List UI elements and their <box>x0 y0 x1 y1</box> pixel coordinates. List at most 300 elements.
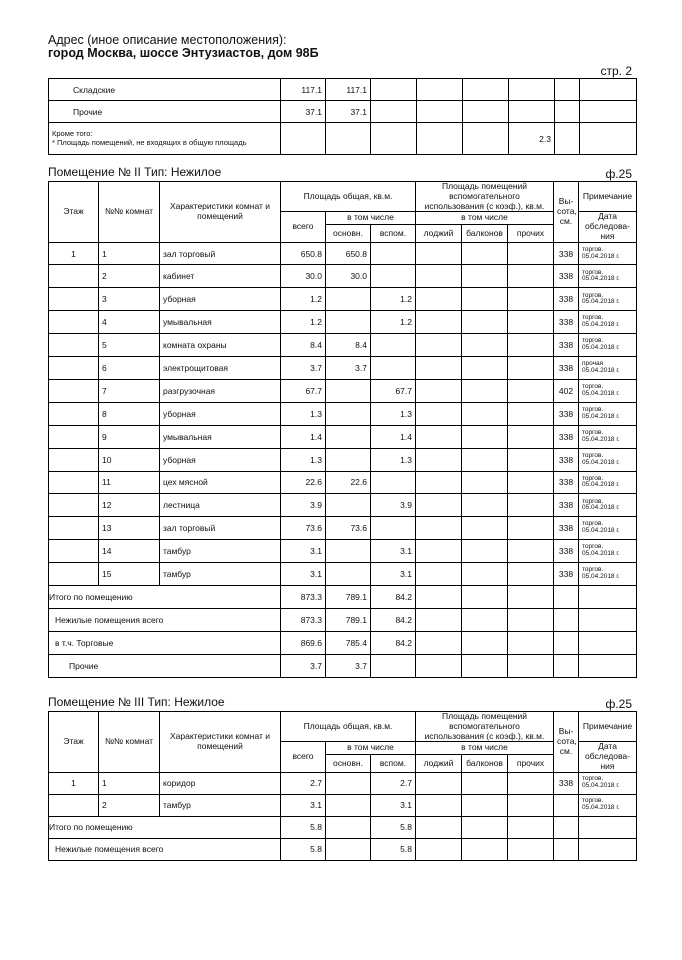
summary-aux: 5.8 <box>371 816 416 838</box>
height-cell: 338 <box>554 402 579 425</box>
header-height: Вы-сота, см. <box>554 182 579 243</box>
balcony-cell <box>462 540 508 563</box>
header-characteristics: Характеристики комнат и помещений <box>160 712 281 773</box>
loggia-cell <box>416 517 462 540</box>
area-total: 1.2 <box>281 288 326 311</box>
area-aux: 3.1 <box>371 794 416 816</box>
floor-cell: 1 <box>49 772 99 794</box>
room-number: 5 <box>99 334 160 357</box>
room-name: умывальная <box>160 425 281 448</box>
remark-cell <box>579 242 637 265</box>
area-aux: 2.7 <box>371 772 416 794</box>
empty-cell <box>508 816 554 838</box>
summary-aux <box>371 654 416 677</box>
summary-main: 789.1 <box>326 608 371 631</box>
table-row <box>49 379 637 402</box>
empty-cell <box>462 585 508 608</box>
loggia-cell <box>416 471 462 494</box>
area-total: 2.7 <box>281 772 326 794</box>
room-name: коридор <box>160 772 281 794</box>
other-cell <box>508 494 554 517</box>
other-cell <box>508 563 554 586</box>
header-other: прочих <box>508 225 554 242</box>
remark-type: торгов. <box>582 797 604 805</box>
summary-total: 873.3 <box>281 608 326 631</box>
floor-cell <box>49 540 99 563</box>
area-main <box>326 540 371 563</box>
empty-cell <box>463 123 509 155</box>
area-main: 3.7 <box>326 357 371 380</box>
loggia-cell <box>416 425 462 448</box>
loggia-cell <box>416 334 462 357</box>
area-total: 1.4 <box>281 425 326 448</box>
table-row <box>49 794 637 816</box>
floor-cell <box>49 517 99 540</box>
other-cell <box>508 448 554 471</box>
room-name: зал торговый <box>160 517 281 540</box>
header-aux: вспом. <box>371 225 416 242</box>
empty-cell <box>555 101 580 123</box>
floor-cell <box>49 357 99 380</box>
area-total: 3.1 <box>281 540 326 563</box>
area-aux <box>371 265 416 288</box>
balcony-cell <box>462 288 508 311</box>
empty-cell <box>462 631 508 654</box>
area-main <box>326 402 371 425</box>
summary-aux: 84.2 <box>371 585 416 608</box>
empty-cell <box>555 79 580 101</box>
summary-label: Нежилые помещения всего <box>49 838 281 860</box>
remark-date: 05.04.2018 г. <box>582 481 620 489</box>
header-survey-date: Дата обследова-ния <box>579 212 637 242</box>
summary-label: Прочие <box>49 654 281 677</box>
room-number: 1 <box>99 242 160 265</box>
room-number: 8 <box>99 402 160 425</box>
header-area-aux: Площадь помещений вспомогательного использования (с коэф.), кв.м. <box>416 182 554 212</box>
empty-cell <box>509 79 555 101</box>
header-area-aux: Площадь помещений вспомогательного использования (с коэф.), кв.м. <box>416 712 554 742</box>
header-floor: Этаж <box>49 712 99 773</box>
empty-cell <box>579 631 637 654</box>
summary-aux: 84.2 <box>371 608 416 631</box>
empty-cell <box>281 123 326 155</box>
table-row <box>49 265 637 288</box>
remark-date: 05.04.2018 г. <box>582 435 620 443</box>
area-total: 1.2 <box>281 311 326 334</box>
header-loggia: лоджий <box>416 225 462 242</box>
header-other: прочих <box>508 755 554 772</box>
header-in-total-aux: в том числе <box>416 742 554 755</box>
area-total: 22.6 <box>281 471 326 494</box>
area-main <box>326 425 371 448</box>
height-cell: 338 <box>554 311 579 334</box>
floor-cell <box>49 471 99 494</box>
premise-2-table <box>48 181 637 678</box>
room-number: 1 <box>99 772 160 794</box>
header-floor: Этаж <box>49 182 99 243</box>
balcony-cell <box>462 563 508 586</box>
room-number: 14 <box>99 540 160 563</box>
other-cell <box>508 540 554 563</box>
area-aux: 3.1 <box>371 540 416 563</box>
balcony-cell <box>462 494 508 517</box>
height-cell: 338 <box>554 540 579 563</box>
height-cell <box>554 794 579 816</box>
loggia-cell <box>416 794 462 816</box>
balcony-cell <box>462 425 508 448</box>
balcony-cell <box>462 402 508 425</box>
remark-type: торгов. <box>582 497 604 505</box>
floor-cell <box>49 448 99 471</box>
empty-cell <box>326 123 371 155</box>
height-cell: 338 <box>554 563 579 586</box>
remark-cell <box>579 425 637 448</box>
empty-cell <box>416 631 462 654</box>
table-row <box>49 101 637 123</box>
area-main <box>326 563 371 586</box>
area-main <box>326 772 371 794</box>
empty-cell <box>462 816 508 838</box>
summary-row <box>49 608 637 631</box>
empty-cell <box>416 608 462 631</box>
area-aux <box>371 357 416 380</box>
table-row <box>49 540 637 563</box>
remark-type: торгов. <box>582 566 604 574</box>
room-name: зал торговый <box>160 242 281 265</box>
area-total: 1.3 <box>281 402 326 425</box>
empty-cell <box>554 654 579 677</box>
table-row <box>49 563 637 586</box>
room-name: тамбур <box>160 540 281 563</box>
height-cell: 338 <box>554 448 579 471</box>
floor-cell <box>49 288 99 311</box>
area-total: 37.1 <box>281 101 326 123</box>
note-value: 2.3 <box>509 123 555 155</box>
area-aux <box>371 471 416 494</box>
remark-date: 05.04.2018 г. <box>582 804 620 812</box>
area-aux: 1.3 <box>371 448 416 471</box>
room-number: 2 <box>99 265 160 288</box>
area-aux <box>371 334 416 357</box>
area-main <box>326 448 371 471</box>
balcony-cell <box>462 794 508 816</box>
other-cell <box>508 425 554 448</box>
room-number: 12 <box>99 494 160 517</box>
loggia-cell <box>416 311 462 334</box>
summary-row <box>49 585 637 608</box>
header-aux: вспом. <box>371 755 416 772</box>
premise-3-table <box>48 711 637 861</box>
empty-cell <box>463 101 509 123</box>
continuation-table <box>48 78 637 155</box>
table-row <box>49 402 637 425</box>
floor-cell <box>49 379 99 402</box>
floor-cell <box>49 794 99 816</box>
remark-type: торгов. <box>582 337 604 345</box>
header-row <box>49 182 637 212</box>
other-cell <box>508 288 554 311</box>
summary-row <box>49 816 637 838</box>
empty-cell <box>416 816 462 838</box>
remark-date: 05.04.2018 г. <box>582 275 620 283</box>
empty-cell <box>462 838 508 860</box>
remark-type: торгов. <box>582 775 604 783</box>
summary-aux: 5.8 <box>371 838 416 860</box>
remark-type: торгов. <box>582 451 604 459</box>
floor-cell: 1 <box>49 242 99 265</box>
loggia-cell <box>416 563 462 586</box>
header-row <box>49 712 637 742</box>
area-main: 37.1 <box>326 101 371 123</box>
room-number: 2 <box>99 794 160 816</box>
other-cell <box>508 242 554 265</box>
loggia-cell <box>416 265 462 288</box>
empty-cell <box>509 101 555 123</box>
floor-cell <box>49 563 99 586</box>
floor-cell <box>49 334 99 357</box>
remark-type: торгов. <box>582 520 604 528</box>
other-cell <box>508 517 554 540</box>
empty-cell <box>579 816 637 838</box>
room-name: кабинет <box>160 265 281 288</box>
room-number: 10 <box>99 448 160 471</box>
area-total: 1.3 <box>281 448 326 471</box>
area-main <box>326 288 371 311</box>
area-aux: 67.7 <box>371 379 416 402</box>
empty-cell <box>554 585 579 608</box>
header-room-num: №№ комнат <box>99 712 160 773</box>
header-area-total: Площадь общая, кв.м. <box>281 182 416 212</box>
room-name: умывальная <box>160 311 281 334</box>
room-number: 4 <box>99 311 160 334</box>
summary-label: в т.ч. Торговые <box>49 631 281 654</box>
table-row <box>49 494 637 517</box>
remark-cell <box>579 379 637 402</box>
page-number: стр. 2 <box>600 64 632 78</box>
header-remark: Примечание <box>579 712 637 742</box>
premise-2-title: Помещение № II Тип: Нежилое <box>48 165 222 179</box>
area-total: 650.8 <box>281 242 326 265</box>
loggia-cell <box>416 357 462 380</box>
area-total: 3.7 <box>281 357 326 380</box>
height-cell: 338 <box>554 265 579 288</box>
note-text: * Площадь помещений, не входящих в общую площадь <box>52 137 247 147</box>
header-in-total-aux: в том числе <box>416 212 554 225</box>
balcony-cell <box>462 471 508 494</box>
area-total: 73.6 <box>281 517 326 540</box>
remark-cell <box>579 311 637 334</box>
empty-cell <box>417 101 463 123</box>
empty-cell <box>463 79 509 101</box>
area-main <box>326 379 371 402</box>
table-row <box>49 448 637 471</box>
header-characteristics: Характеристики комнат и помещений <box>160 182 281 243</box>
table-row <box>49 425 637 448</box>
empty-cell <box>579 585 637 608</box>
empty-cell <box>554 631 579 654</box>
remark-cell <box>579 265 637 288</box>
empty-cell <box>554 608 579 631</box>
area-main: 73.6 <box>326 517 371 540</box>
summary-total: 5.8 <box>281 838 326 860</box>
loggia-cell <box>416 288 462 311</box>
header-in-total: в том числе <box>326 742 416 755</box>
area-main: 22.6 <box>326 471 371 494</box>
remark-type: торгов. <box>582 291 604 299</box>
room-number: 13 <box>99 517 160 540</box>
balcony-cell <box>462 448 508 471</box>
header-total: всего <box>281 212 326 242</box>
remark-type: торгов. <box>582 543 604 551</box>
table-row <box>49 357 637 380</box>
empty-cell <box>416 585 462 608</box>
remark-cell <box>579 448 637 471</box>
room-name: тамбур <box>160 563 281 586</box>
height-cell: 338 <box>554 334 579 357</box>
other-cell <box>508 357 554 380</box>
empty-cell <box>417 123 463 155</box>
empty-cell <box>508 654 554 677</box>
balcony-cell <box>462 772 508 794</box>
area-main: 650.8 <box>326 242 371 265</box>
room-name: лестница <box>160 494 281 517</box>
remark-cell <box>579 563 637 586</box>
header-survey-date: Дата обследова-ния <box>579 742 637 772</box>
premise-3-title: Помещение № III Тип: Нежилое <box>48 695 225 709</box>
other-cell <box>508 794 554 816</box>
remark-date: 05.04.2018 г. <box>582 412 620 420</box>
balcony-cell <box>462 379 508 402</box>
header-loggia: лоджий <box>416 755 462 772</box>
empty-cell <box>462 654 508 677</box>
empty-cell <box>416 838 462 860</box>
remark-date: 05.04.2018 г. <box>582 389 620 397</box>
area-main: 117.1 <box>326 79 371 101</box>
note-label: Кроме того: <box>52 129 93 139</box>
empty-cell <box>580 79 637 101</box>
remark-cell <box>579 494 637 517</box>
address-label: Адрес (иное описание местоположения): <box>48 33 287 47</box>
header-main: основн. <box>326 225 371 242</box>
area-aux: 3.9 <box>371 494 416 517</box>
height-cell: 338 <box>554 357 579 380</box>
room-number: 7 <box>99 379 160 402</box>
loggia-cell <box>416 242 462 265</box>
remark-date: 05.04.2018 г. <box>582 782 620 790</box>
floor-cell <box>49 402 99 425</box>
room-name: уборная <box>160 402 281 425</box>
balcony-cell <box>462 265 508 288</box>
floor-cell <box>49 425 99 448</box>
area-total: 3.1 <box>281 563 326 586</box>
floor-cell <box>49 265 99 288</box>
remark-cell <box>579 357 637 380</box>
area-total: 67.7 <box>281 379 326 402</box>
summary-label: Нежилые помещения всего <box>49 608 281 631</box>
room-name: тамбур <box>160 794 281 816</box>
area-main <box>326 494 371 517</box>
remark-type: торгов. <box>582 428 604 436</box>
empty-cell <box>371 123 417 155</box>
remark-date: 05.04.2018 г. <box>582 344 620 352</box>
summary-total: 3.7 <box>281 654 326 677</box>
height-cell: 338 <box>554 471 579 494</box>
empty-cell <box>416 654 462 677</box>
area-aux: 1.4 <box>371 425 416 448</box>
header-total: всего <box>281 742 326 772</box>
header-balcony: балконов <box>462 225 508 242</box>
empty-cell <box>554 816 579 838</box>
header-main: основн. <box>326 755 371 772</box>
empty-cell <box>580 101 637 123</box>
room-name: комната охраны <box>160 334 281 357</box>
summary-main <box>326 838 371 860</box>
table-row <box>49 288 637 311</box>
note-cell <box>49 123 281 155</box>
area-aux <box>371 242 416 265</box>
summary-aux: 84.2 <box>371 631 416 654</box>
header-remark: Примечание <box>579 182 637 212</box>
summary-total: 873.3 <box>281 585 326 608</box>
table-row <box>49 242 637 265</box>
remark-cell <box>579 540 637 563</box>
other-cell <box>508 265 554 288</box>
area-aux <box>371 517 416 540</box>
loggia-cell <box>416 540 462 563</box>
remark-cell <box>579 772 637 794</box>
row-label: Складские <box>49 79 281 101</box>
area-total: 30.0 <box>281 265 326 288</box>
table-row <box>49 311 637 334</box>
empty-cell <box>579 838 637 860</box>
floor-cell <box>49 311 99 334</box>
summary-total: 5.8 <box>281 816 326 838</box>
balcony-cell <box>462 242 508 265</box>
summary-row <box>49 838 637 860</box>
area-total: 3.9 <box>281 494 326 517</box>
remark-date: 05.04.2018 г. <box>582 458 620 466</box>
area-total: 117.1 <box>281 79 326 101</box>
remark-date: 05.04.2018 г. <box>582 366 620 374</box>
empty-cell <box>417 79 463 101</box>
floor-cell <box>49 494 99 517</box>
balcony-cell <box>462 334 508 357</box>
remark-type: торгов. <box>582 383 604 391</box>
remark-type: торгов. <box>582 474 604 482</box>
table-row <box>49 79 637 101</box>
empty-cell <box>508 585 554 608</box>
row-label: Прочие <box>49 101 281 123</box>
area-main <box>326 794 371 816</box>
room-name: уборная <box>160 448 281 471</box>
remark-type: прочая <box>582 360 604 368</box>
room-name: разгрузочная <box>160 379 281 402</box>
area-aux: 3.1 <box>371 563 416 586</box>
table-row <box>49 334 637 357</box>
area-aux: 1.3 <box>371 402 416 425</box>
room-number: 6 <box>99 357 160 380</box>
loggia-cell <box>416 402 462 425</box>
height-cell: 338 <box>554 494 579 517</box>
other-cell <box>508 311 554 334</box>
area-aux: 1.2 <box>371 311 416 334</box>
height-cell: 338 <box>554 242 579 265</box>
other-cell <box>508 334 554 357</box>
loggia-cell <box>416 448 462 471</box>
remark-cell <box>579 288 637 311</box>
summary-main: 785.4 <box>326 631 371 654</box>
remark-type: торгов. <box>582 245 604 253</box>
